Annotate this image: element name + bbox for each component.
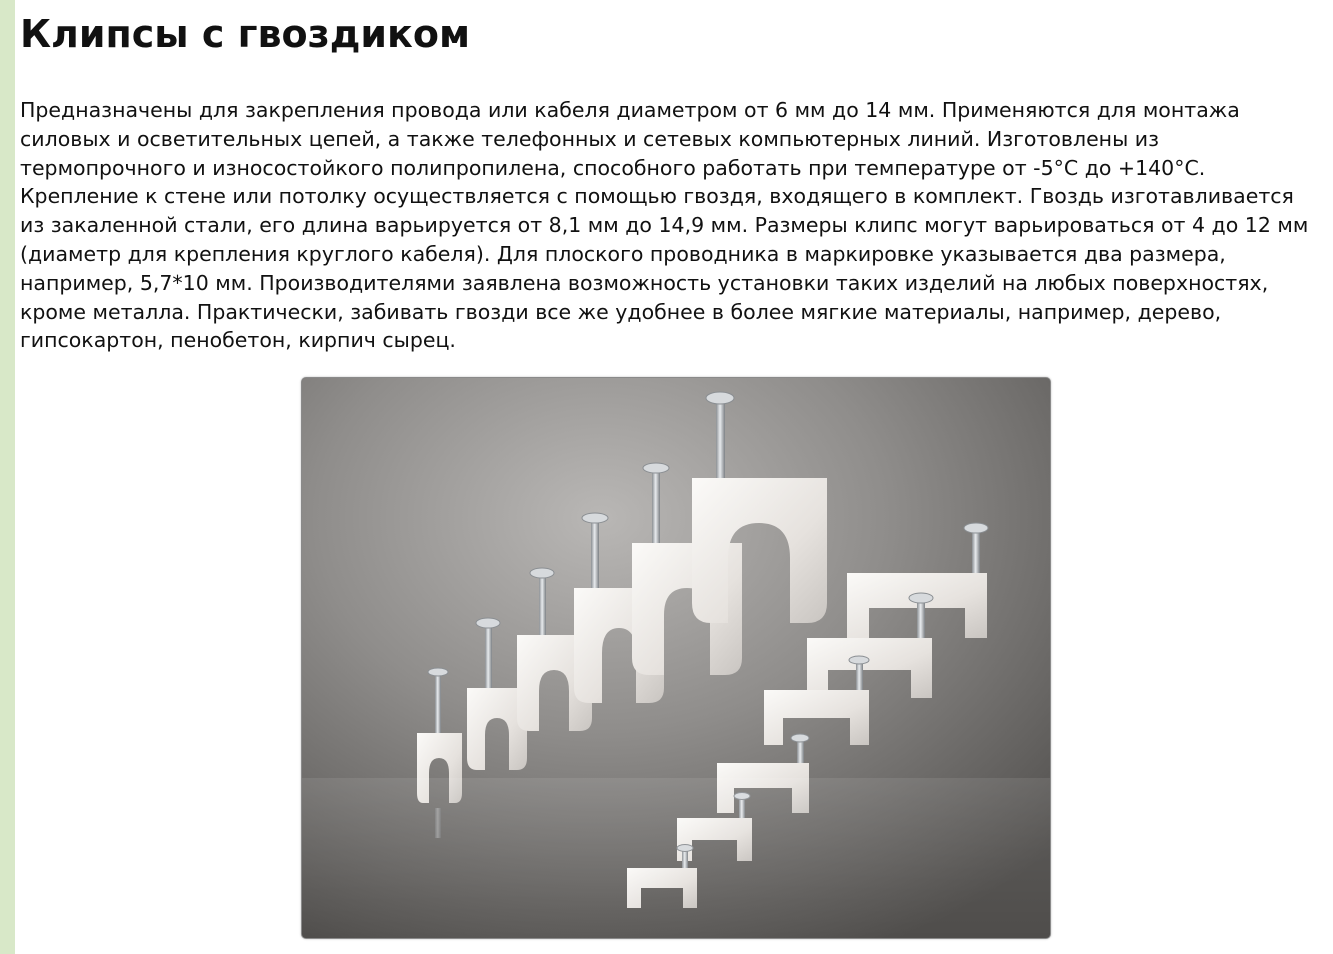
cable-clips-illustration <box>302 378 1050 938</box>
left-accent-strip <box>0 0 15 954</box>
article-content <box>20 0 1320 355</box>
article-description: Предназначены для закрепления провода или кабеля диаметром от 6 мм до 14 мм. Применяются для монтажа силовых и осветительных цепей, а также телефонных и сетевых компьютерных линий. Изготовлены из термопрочного и износостойкого полипропилена, способного работать при температуре от -5°C до +140°C. Крепление к стене или потолку осуществляется с помощью гвоздя, входящего в комплект. Гвоздь изготавливается из закаленной стали, его длина варьируется от 8,1 мм до 14,9 мм. Размеры клипс могут варьироваться от 4 до 12 мм (диаметр для крепления круглого кабеля). Для плоского проводника в маркировке указывается два размера, например, 5,7*10 мм. Производителями заявлена возможность установки таких изделий на любых поверхностях, кроме металла. Практически, забивать гвозди все же удобнее в более мягкие материалы, например, дерево, гипсокартон, пенобетон, кирпич сырец. <box>20 98 1309 353</box>
product-photo <box>301 377 1051 939</box>
page-title: Клипсы с гвоздиком <box>20 12 471 56</box>
